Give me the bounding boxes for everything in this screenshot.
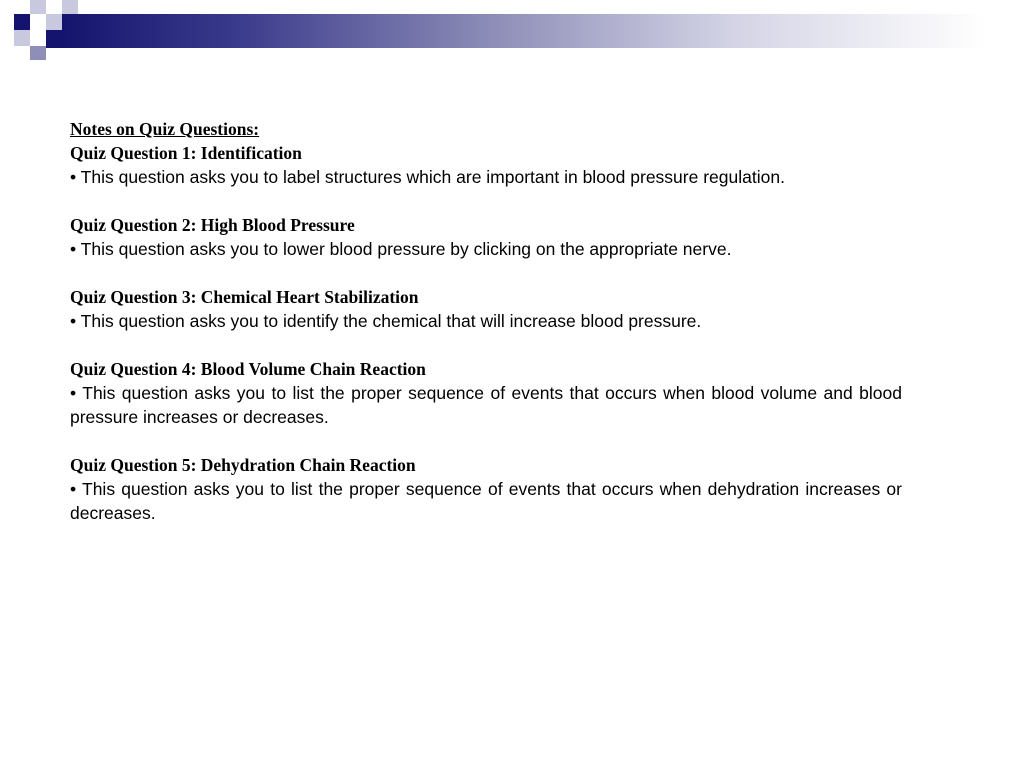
question-heading: Quiz Question 5: Dehydration Chain Reaction: [70, 455, 416, 475]
decorative-square: [14, 14, 30, 30]
spacer: [70, 189, 902, 213]
decorative-square: [14, 30, 30, 46]
header-gradient-banner: [62, 14, 1024, 48]
question-description: • This question asks you to lower blood pressure by clicking on the appropriate nerve.: [70, 239, 732, 259]
question-description: • This question asks you to list the proper sequence of events that occurs when blood volume and blood pressure increases or decreases.: [70, 383, 902, 427]
decorative-square: [46, 30, 62, 48]
decorative-square: [62, 0, 78, 14]
question-heading: Quiz Question 2: High Blood Pressure: [70, 215, 355, 235]
question-description: • This question asks you to identify the chemical that will increase blood pressure.: [70, 311, 702, 331]
question-heading: Quiz Question 3: Chemical Heart Stabilization: [70, 287, 419, 307]
decorative-square: [30, 0, 46, 14]
notes-content: [70, 117, 902, 525]
spacer: [70, 333, 902, 357]
question-description: • This question asks you to list the proper sequence of events that occurs when dehydration increases or decreases.: [70, 479, 902, 523]
spacer: [70, 429, 902, 453]
decorative-square: [46, 14, 62, 30]
question-heading: Quiz Question 1: Identification: [70, 143, 302, 163]
notes-title: Notes on Quiz Questions:: [70, 119, 260, 139]
question-heading: Quiz Question 4: Blood Volume Chain Reaction: [70, 359, 426, 379]
decorative-square: [30, 46, 46, 60]
spacer: [70, 261, 902, 285]
question-description: • This question asks you to label structures which are important in blood pressure regulation.: [70, 167, 785, 187]
